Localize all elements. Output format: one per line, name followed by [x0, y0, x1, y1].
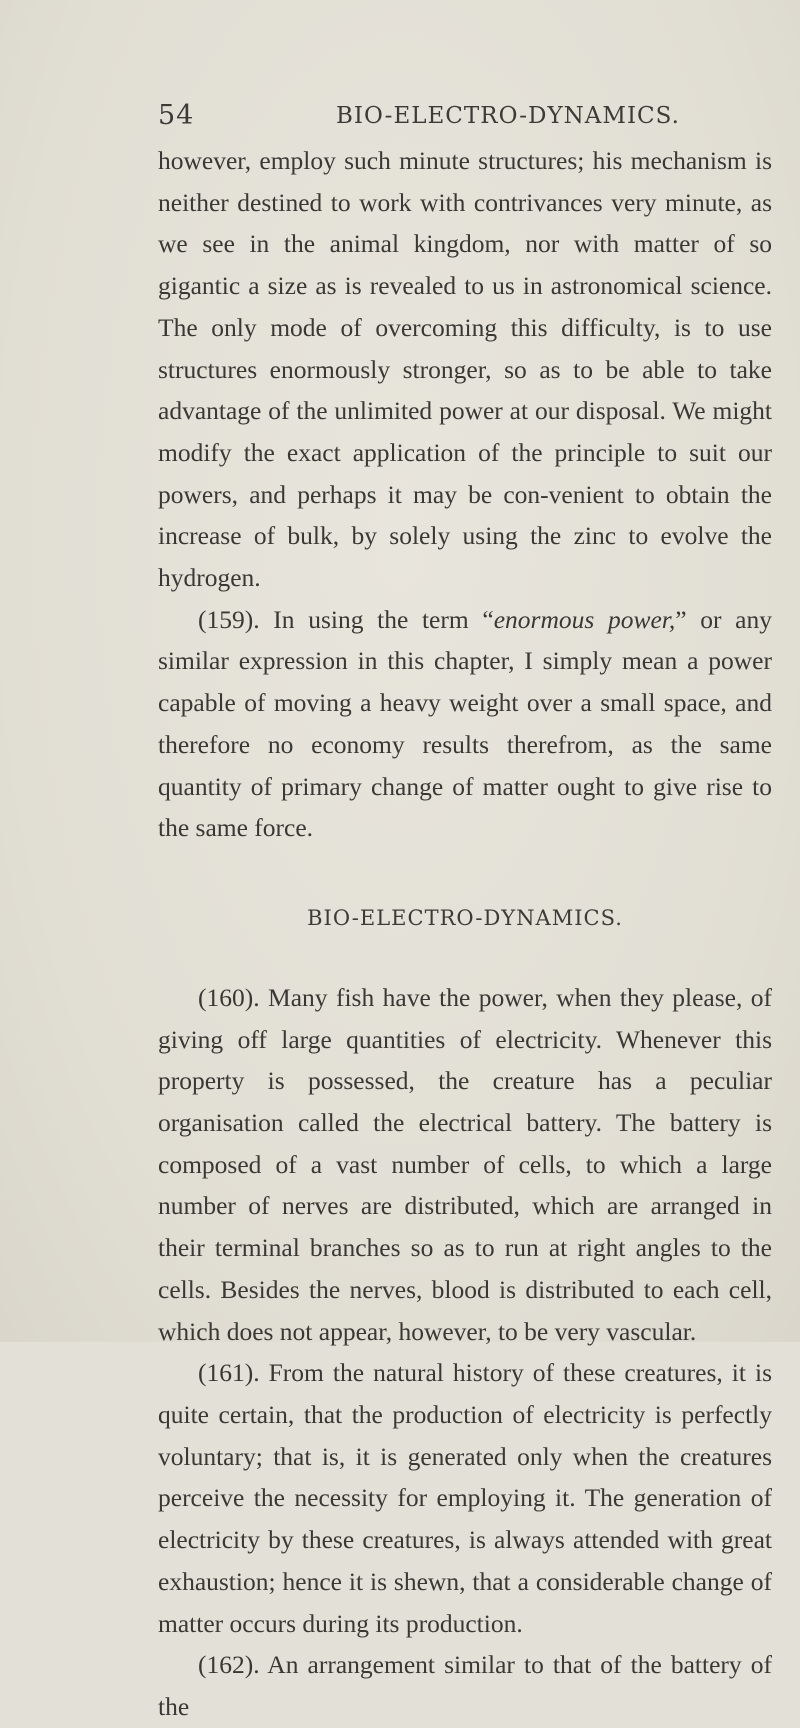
paragraph-text: ” or any similar expression in this chapter, I simply mean a power capable of moving a heavy weight over a small space, and therefore no economy results therefrom, as the same quantity of primary change of matter ought to give rise to the same force.	[158, 604, 772, 843]
paragraph-161: (161). From the natural history of these creatures, it is quite certain, that the production of electricity is perfectly voluntary; that is, it is generated only when the creatures perceive the necessity for employing it. The generation of electricity by these creatures, is always attended with great exhaustion; hence it is shewn, that a considerable change of matter occurs during its production.	[158, 1358, 772, 1638]
page-number: 54	[158, 100, 195, 131]
section-heading: BIO-ELECTRO-DYNAMICS.	[307, 905, 623, 930]
paragraph-160: (160). Many fish have the power, when they please, of giving off large quantities of electricity. Whenever this property is possessed, the creature has a peculiar organisation called the electrical battery. The battery is composed of a vast number of cells, to which a large number of nerves are distributed, which are arranged in their terminal branches so as to run at right angles to the cells. Besides the nerves, blood is distributed to each cell, which does not appear, however, to be very vascular.	[158, 982, 772, 1346]
paragraph-continued: however, employ such minute structures; his mechanism is neither destined to work with contrivances very minute, as we see in the animal kingdom, nor with matter of so gigantic a size as is revealed to us in astronomical science. The only mode of overcoming this difficulty, is to use structures enormously stronger, so as to be able to take advantage of the unlimited power at our disposal. We might modify the exact application of the principle to suit our powers, and perhaps it may be con-venient to obtain the increase of bulk, by solely using the zinc to evolve the hydrogen.	[158, 146, 772, 593]
paragraph-text: In using the term “	[259, 604, 494, 634]
emphasis-text: enormous power,	[493, 604, 676, 634]
paragraph-159	[158, 599, 772, 849]
paragraph-162: (162). An arrangement similar to that of the battery of the	[158, 1650, 772, 1721]
running-head	[158, 100, 768, 140]
paragraph-number: (159).	[198, 604, 260, 634]
body-text	[158, 140, 772, 1728]
running-title: BIO-ELECTRO-DYNAMICS.	[336, 103, 680, 129]
